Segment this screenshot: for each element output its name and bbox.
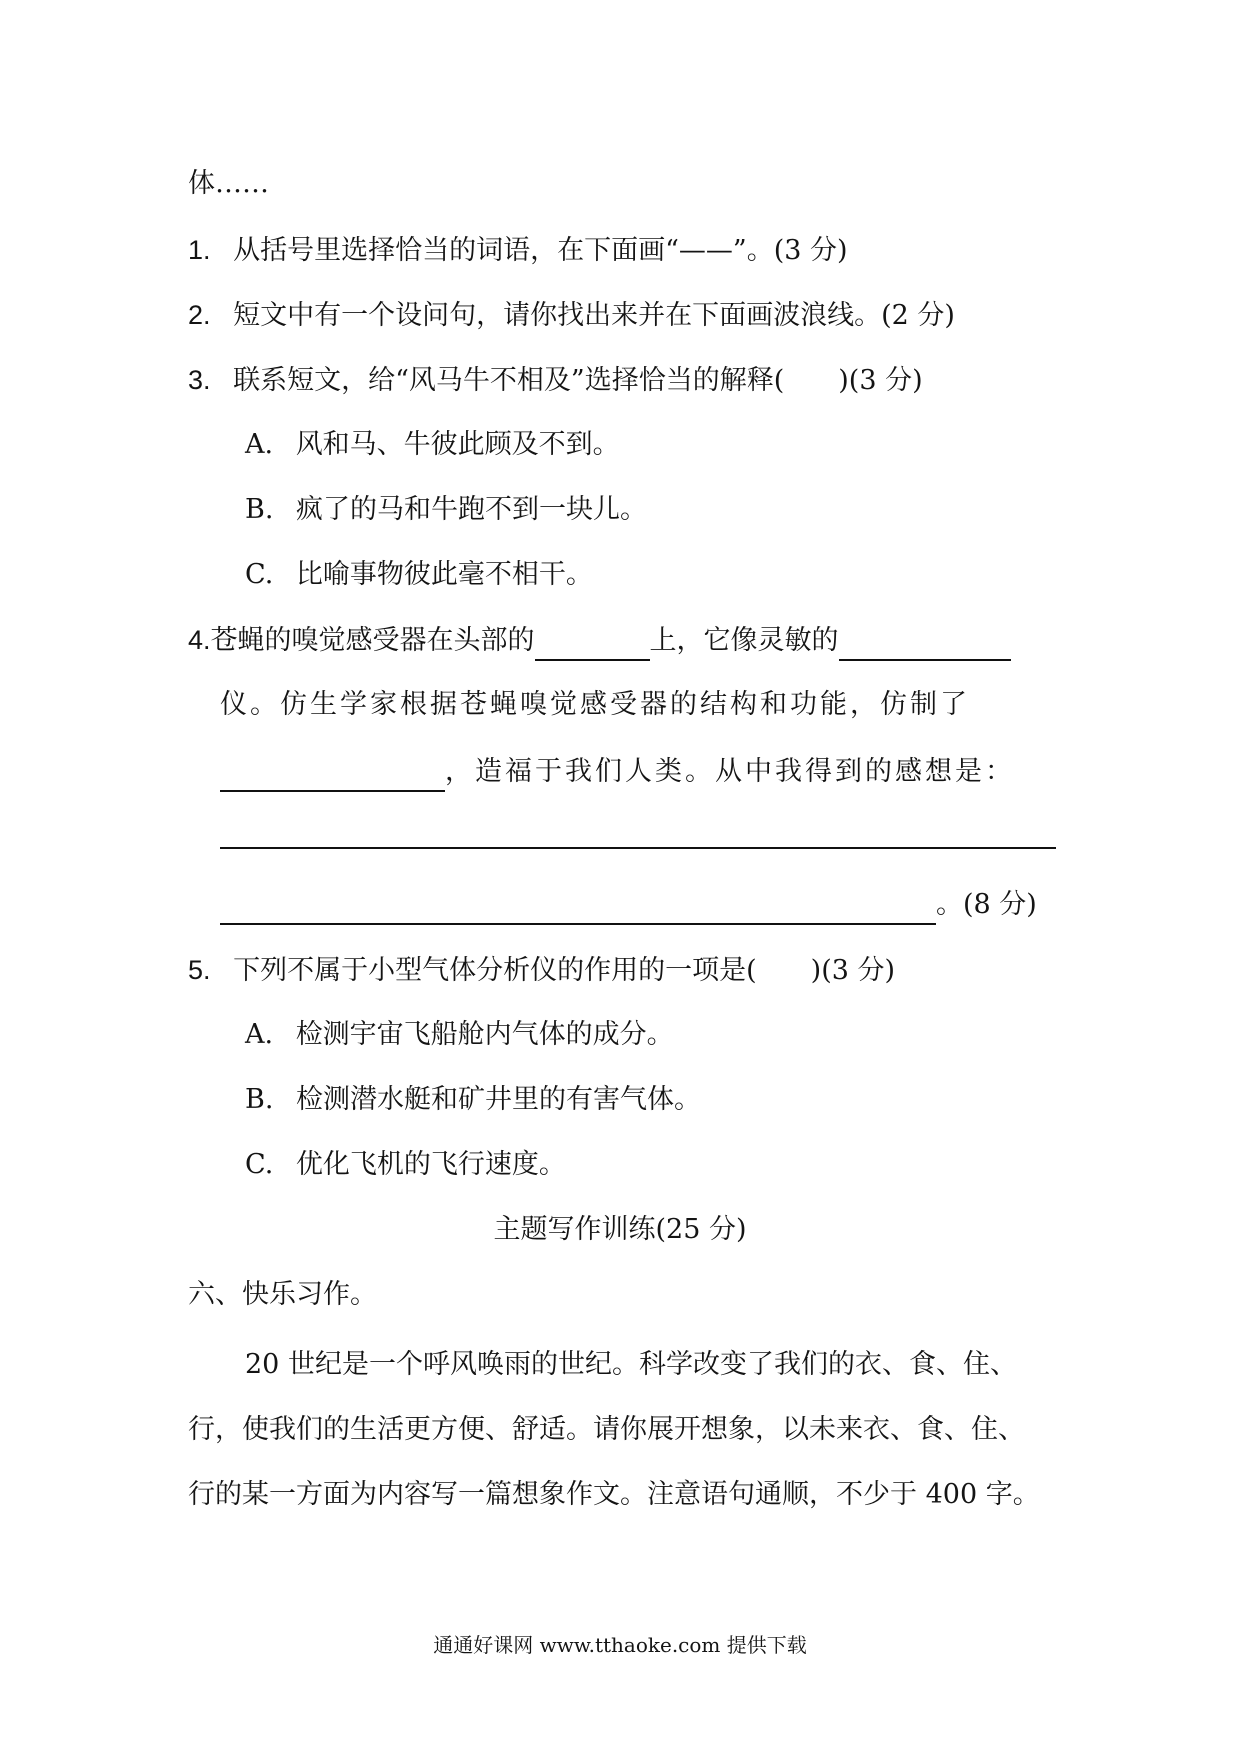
answer-blank-1[interactable] — [535, 629, 650, 661]
answer-blank-3[interactable] — [220, 760, 445, 792]
question-1 — [188, 230, 848, 271]
question-5-text: 下列不属于小型气体分析仪的作用的一项是( )(3 分) — [233, 955, 896, 986]
section-6-para-line-3: 行的某一方面为内容写一篇想象作文。注意语句通顺，不少于 400 字。 — [188, 1479, 1040, 1510]
option-label: A. — [245, 429, 274, 460]
question-5-option-c — [245, 1145, 566, 1185]
question-3-text: 联系短文，给“风马牛不相及”选择恰当的解释( )(3 分) — [233, 365, 923, 396]
option-label: A. — [245, 1019, 274, 1050]
question-4-score: 。(8 分) — [936, 889, 1037, 920]
question-5-option-a — [245, 1015, 674, 1055]
section-title: 主题写作训练(25 分) — [493, 1214, 747, 1245]
option-label: C. — [245, 1149, 274, 1180]
question-1-number: 1. — [188, 235, 211, 265]
question-4-part-1: 苍蝇的嗅觉感受器在头部的 — [210, 625, 535, 656]
option-text: 比喻事物彼此毫不相干。 — [295, 559, 593, 590]
question-4-line-5 — [220, 885, 1037, 925]
footer-credit: 通通好课网 www.tthaoke.com 提供下载 — [433, 1633, 807, 1657]
question-5-option-b — [245, 1080, 701, 1120]
question-3-option-a — [245, 425, 620, 465]
option-text: 风和马、牛彼此顾及不到。 — [295, 429, 620, 460]
question-5-number: 5. — [188, 955, 211, 985]
answer-blank-5[interactable] — [220, 893, 936, 925]
option-text: 检测宇宙飞船舱内气体的成分。 — [295, 1019, 674, 1050]
question-2-text: 短文中有一个设问句，请你找出来并在下面画波浪线。(2 分) — [233, 300, 955, 331]
option-text: 检测潜水艇和矿井里的有害气体。 — [296, 1084, 702, 1115]
answer-line-4[interactable] — [220, 847, 1056, 849]
option-label: B. — [245, 494, 274, 525]
option-label: B. — [245, 1084, 274, 1115]
question-4-line-3-text: ，造福于我们人类。从中我得到的感想是： — [445, 756, 1015, 787]
question-1-text: 从括号里选择恰当的词语，在下面画“——”。(3 分) — [233, 235, 848, 266]
question-4-line-1 — [188, 620, 1011, 661]
question-3 — [188, 360, 923, 401]
question-2 — [188, 295, 955, 336]
question-3-option-c — [245, 555, 593, 595]
question-2-number: 2. — [188, 300, 211, 330]
option-text: 优化飞机的飞行速度。 — [295, 1149, 566, 1180]
option-label: C. — [245, 559, 274, 590]
question-4-line-3 — [220, 752, 1015, 792]
question-3-option-b — [245, 490, 647, 530]
section-6-para-line-1: 20 世纪是一个呼风唤雨的世纪。科学改变了我们的衣、食、住、 — [245, 1349, 1017, 1380]
section-6-heading: 六、快乐习作。 — [188, 1279, 377, 1310]
question-5 — [188, 950, 895, 991]
option-text: 疯了的马和牛跑不到一块儿。 — [296, 494, 648, 525]
top-fragment: 体…… — [188, 168, 269, 199]
question-3-number: 3. — [188, 365, 211, 395]
question-4-number: 4. — [188, 625, 211, 655]
answer-blank-2[interactable] — [839, 629, 1011, 661]
question-4-line-2: 仪。仿生学家根据苍蝇嗅觉感受器的结构和功能，仿制了 — [220, 689, 970, 720]
section-6-para-line-2: 行，使我们的生活更方便、舒适。请你展开想象，以未来衣、食、住、 — [188, 1414, 1025, 1445]
question-4-part-2: 上，它像灵敏的 — [649, 625, 839, 656]
